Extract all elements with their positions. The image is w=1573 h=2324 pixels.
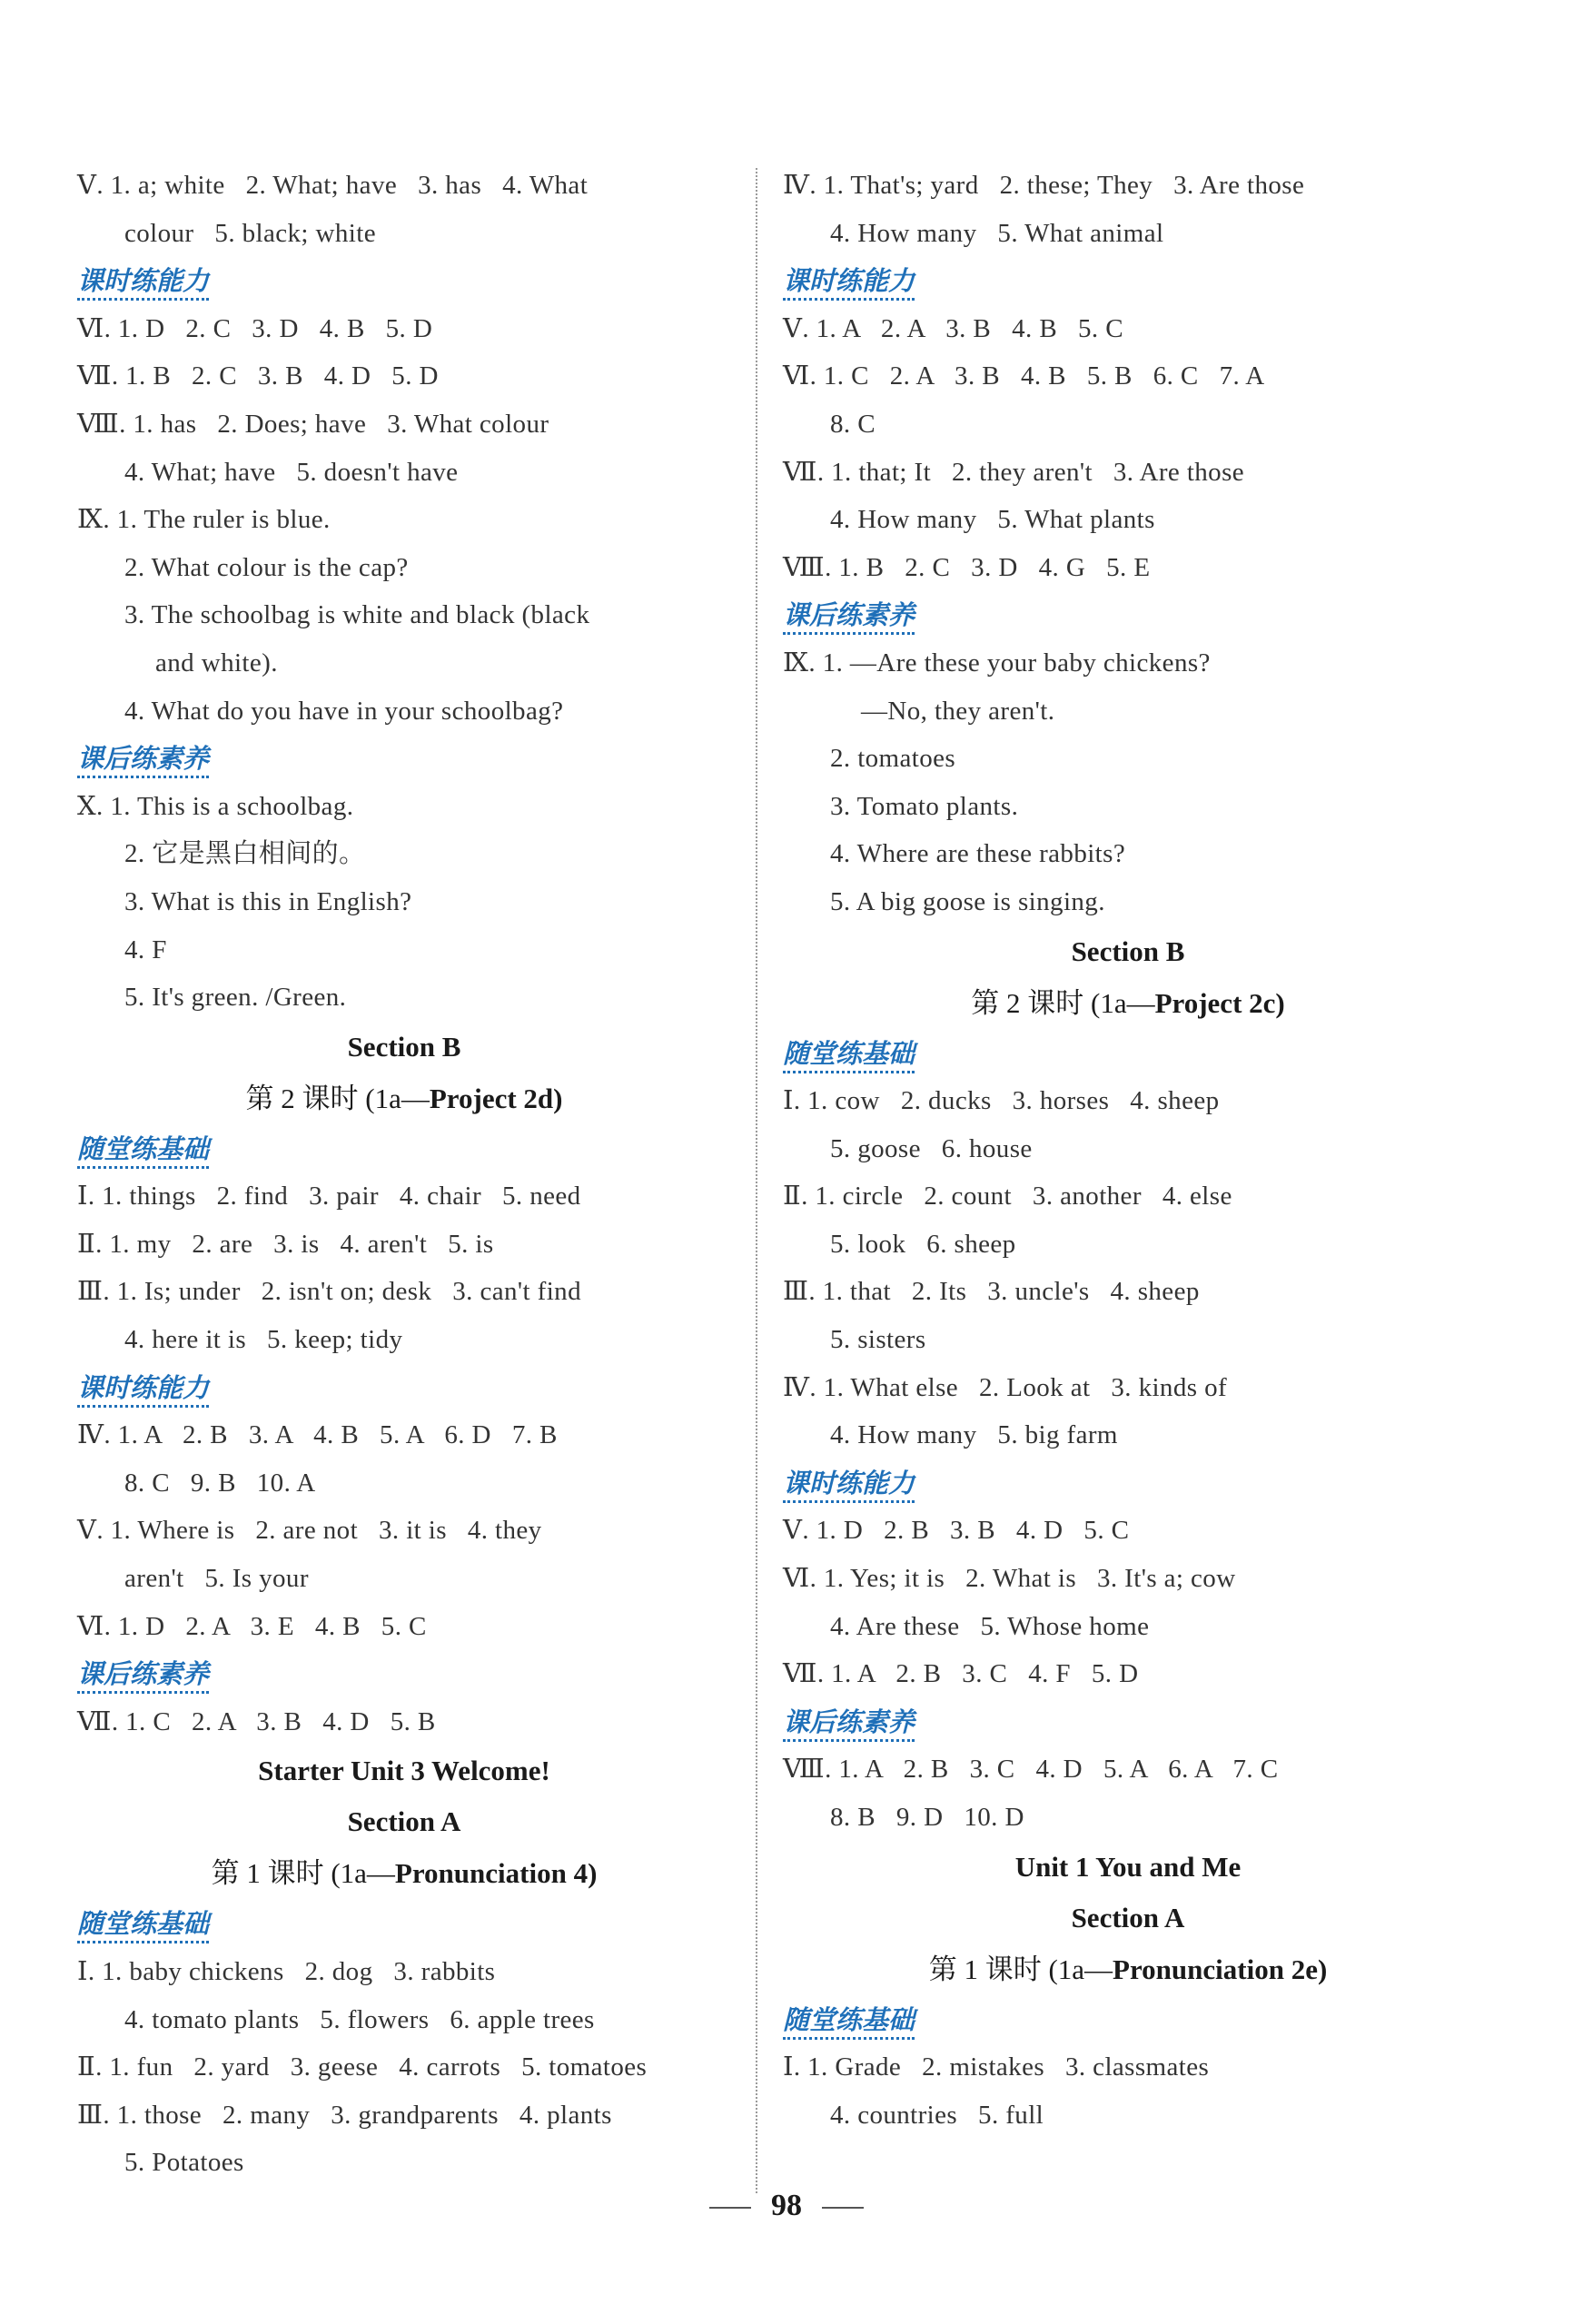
answer-line: Ⅱ. 1. circle 2. count 3. another 4. else — [783, 1182, 1232, 1211]
answer-line: 2. What colour is the cap? — [124, 552, 409, 582]
answer-line: 4. here it is 5. keep; tidy — [124, 1325, 403, 1355]
answer-line: 5. A big goose is singing. — [830, 886, 1105, 916]
lesson-heading: 第 2 课时 (1a—Project 2d) — [245, 1082, 563, 1114]
answer-line: Ⅴ. 1. D 2. B 3. B 4. D 5. C — [783, 1516, 1130, 1546]
answer-line: Ⅷ. 1. has 2. Does; have 3. What colour — [77, 409, 549, 439]
answer-line: Ⅶ. 1. B 2. C 3. B 4. D 5. D — [77, 361, 439, 391]
answer-line: Ⅳ. 1. That's; yard 2. these; They 3. Are those — [783, 171, 1305, 200]
answer-line: Ⅶ. 1. A 2. B 3. C 4. F 5. D — [783, 1659, 1139, 1689]
section-tag: 随堂练基础 — [77, 1900, 731, 1948]
answer-line: Ⅰ. 1. Grade 2. mistakes 3. classmates — [783, 2052, 1210, 2082]
answer-line: 4. Where are these rabbits? — [830, 839, 1126, 869]
answer-line: 4. countries 5. full — [830, 2100, 1044, 2130]
section-tag: 课后练素养 — [77, 1650, 731, 1698]
answer-line: aren't 5. Is your — [124, 1564, 309, 1594]
answer-line: 4. What; have 5. doesn't have — [124, 457, 459, 487]
answer-line: Ⅶ. 1. that; It 2. they aren't 3. Are those — [783, 457, 1245, 487]
answer-line: 4. What do you have in your schoolbag? — [124, 696, 564, 726]
answer-line: 3. What is this in English? — [124, 886, 412, 916]
answer-line: Ⅰ. 1. baby chickens 2. dog 3. rabbits — [77, 1957, 496, 1986]
answer-line: Ⅹ. 1. This is a schoolbag. — [77, 791, 354, 821]
answer-line: Ⅵ. 1. Yes; it is 2. What is 3. It's a; cow — [783, 1564, 1236, 1594]
section-tag: 课时练能力 — [783, 1459, 1473, 1508]
answer-line: 3. Tomato plants. — [830, 791, 1019, 821]
section-heading: Section A — [347, 1805, 461, 1838]
answer-line: Ⅷ. 1. A 2. B 3. C 4. D 5. A 6. A 7. C — [783, 1755, 1279, 1785]
answer-line: 8. C 9. B 10. A — [124, 1468, 316, 1498]
footer-dash — [709, 2207, 751, 2209]
answer-line: 2. tomatoes — [830, 744, 956, 774]
answer-line: Ⅲ. 1. those 2. many 3. grandparents 4. plants — [77, 2100, 612, 2130]
answer-line: Ⅰ. 1. things 2. find 3. pair 4. chair 5. need — [77, 1182, 581, 1211]
lesson-heading: 第 1 课时 (1a—Pronunciation 4) — [211, 1857, 598, 1890]
answer-line: 8. C — [830, 409, 876, 439]
answer-line: 5. look 6. sheep — [830, 1229, 1016, 1259]
answer-line: 4. F — [124, 935, 167, 964]
answer-line: —No, they aren't. — [861, 696, 1055, 726]
answer-line: Ⅱ. 1. fun 2. yard 3. geese 4. carrots 5. tomatoes — [77, 2052, 648, 2082]
answer-line: 5. goose 6. house — [830, 1133, 1033, 1163]
unit-heading: Starter Unit 3 Welcome! — [258, 1755, 550, 1787]
answer-line: 5. It's green. /Green. — [124, 983, 347, 1013]
answer-line: 4. How many 5. What plants — [830, 505, 1155, 535]
answer-line: 8. B 9. D 10. D — [830, 1803, 1024, 1832]
section-tag: 课时练能力 — [77, 1364, 731, 1412]
answer-line: Ⅵ. 1. D 2. C 3. D 4. B 5. D — [77, 313, 433, 343]
answer-line: Ⅸ. 1. The ruler is blue. — [77, 505, 331, 535]
section-tag: 随堂练基础 — [783, 1030, 1473, 1078]
answer-line: Ⅷ. 1. B 2. C 3. D 4. G 5. E — [783, 552, 1151, 582]
answer-line: 3. The schoolbag is white and black (black — [124, 600, 590, 630]
answer-line: Ⅳ. 1. A 2. B 3. A 4. B 5. A 6. D 7. B — [77, 1420, 558, 1450]
unit-heading: Unit 1 You and Me — [1014, 1850, 1242, 1883]
answer-line: Ⅴ. 1. a; white 2. What; have 3. has 4. What — [77, 171, 589, 200]
left-column — [77, 162, 731, 2187]
answer-line: Ⅵ. 1. D 2. A 3. E 4. B 5. C — [77, 1611, 427, 1641]
lesson-heading: 第 1 课时 (1a—Pronunciation 2e) — [928, 1953, 1328, 1985]
column-divider — [756, 168, 757, 2193]
answer-line: Ⅵ. 1. C 2. A 3. B 4. B 5. B 6. C 7. A — [783, 361, 1265, 391]
section-heading: Section B — [1071, 935, 1185, 967]
answer-line: 4. How many 5. big farm — [830, 1420, 1118, 1450]
answer-line: 4. Are these 5. Whose home — [830, 1611, 1150, 1641]
answer-line: Ⅲ. 1. Is; under 2. isn't on; desk 3. can't find — [77, 1277, 581, 1307]
answer-line: Ⅶ. 1. C 2. A 3. B 4. D 5. B — [77, 1706, 436, 1736]
section-tag: 课后练素养 — [77, 735, 731, 783]
section-heading: Section A — [1071, 1901, 1185, 1933]
answer-line: Ⅸ. 1. —Are these your baby chickens? — [783, 648, 1211, 677]
answer-line: and white). — [155, 648, 278, 677]
right-column — [783, 162, 1473, 2139]
answer-line: 2. 它是黑白相间的。 — [124, 839, 366, 869]
footer-dash — [822, 2207, 864, 2209]
answer-line: Ⅴ. 1. Where is 2. are not 3. it is 4. they — [77, 1516, 542, 1546]
section-tag: 课时练能力 — [783, 257, 1473, 305]
lesson-heading: 第 2 课时 (1a—Project 2c) — [971, 986, 1285, 1019]
answer-line: Ⅲ. 1. that 2. Its 3. uncle's 4. sheep — [783, 1277, 1200, 1307]
section-tag: 随堂练基础 — [783, 1996, 1473, 2044]
section-heading: Section B — [347, 1030, 461, 1063]
answer-line: colour 5. black; white — [124, 218, 376, 248]
section-tag: 随堂练基础 — [77, 1125, 731, 1173]
answer-line: Ⅱ. 1. my 2. are 3. is 4. aren't 5. is — [77, 1229, 494, 1259]
section-tag: 课后练素养 — [783, 591, 1473, 639]
answer-line: Ⅰ. 1. cow 2. ducks 3. horses 4. sheep — [783, 1086, 1220, 1116]
answer-line: 4. How many 5. What animal — [830, 218, 1164, 248]
answer-line: Ⅳ. 1. What else 2. Look at 3. kinds of — [783, 1372, 1228, 1402]
answer-line: 4. tomato plants 5. flowers 6. apple trees — [124, 2004, 595, 2034]
answer-line: 5. Potatoes — [124, 2148, 244, 2178]
section-tag: 课时练能力 — [77, 257, 731, 305]
section-tag: 课后练素养 — [783, 1698, 1473, 1746]
page-footer — [0, 2189, 1573, 2223]
answer-line: Ⅴ. 1. A 2. A 3. B 4. B 5. C — [783, 313, 1123, 343]
answer-line: 5. sisters — [830, 1325, 926, 1355]
page-number: 98 — [771, 2189, 802, 2222]
